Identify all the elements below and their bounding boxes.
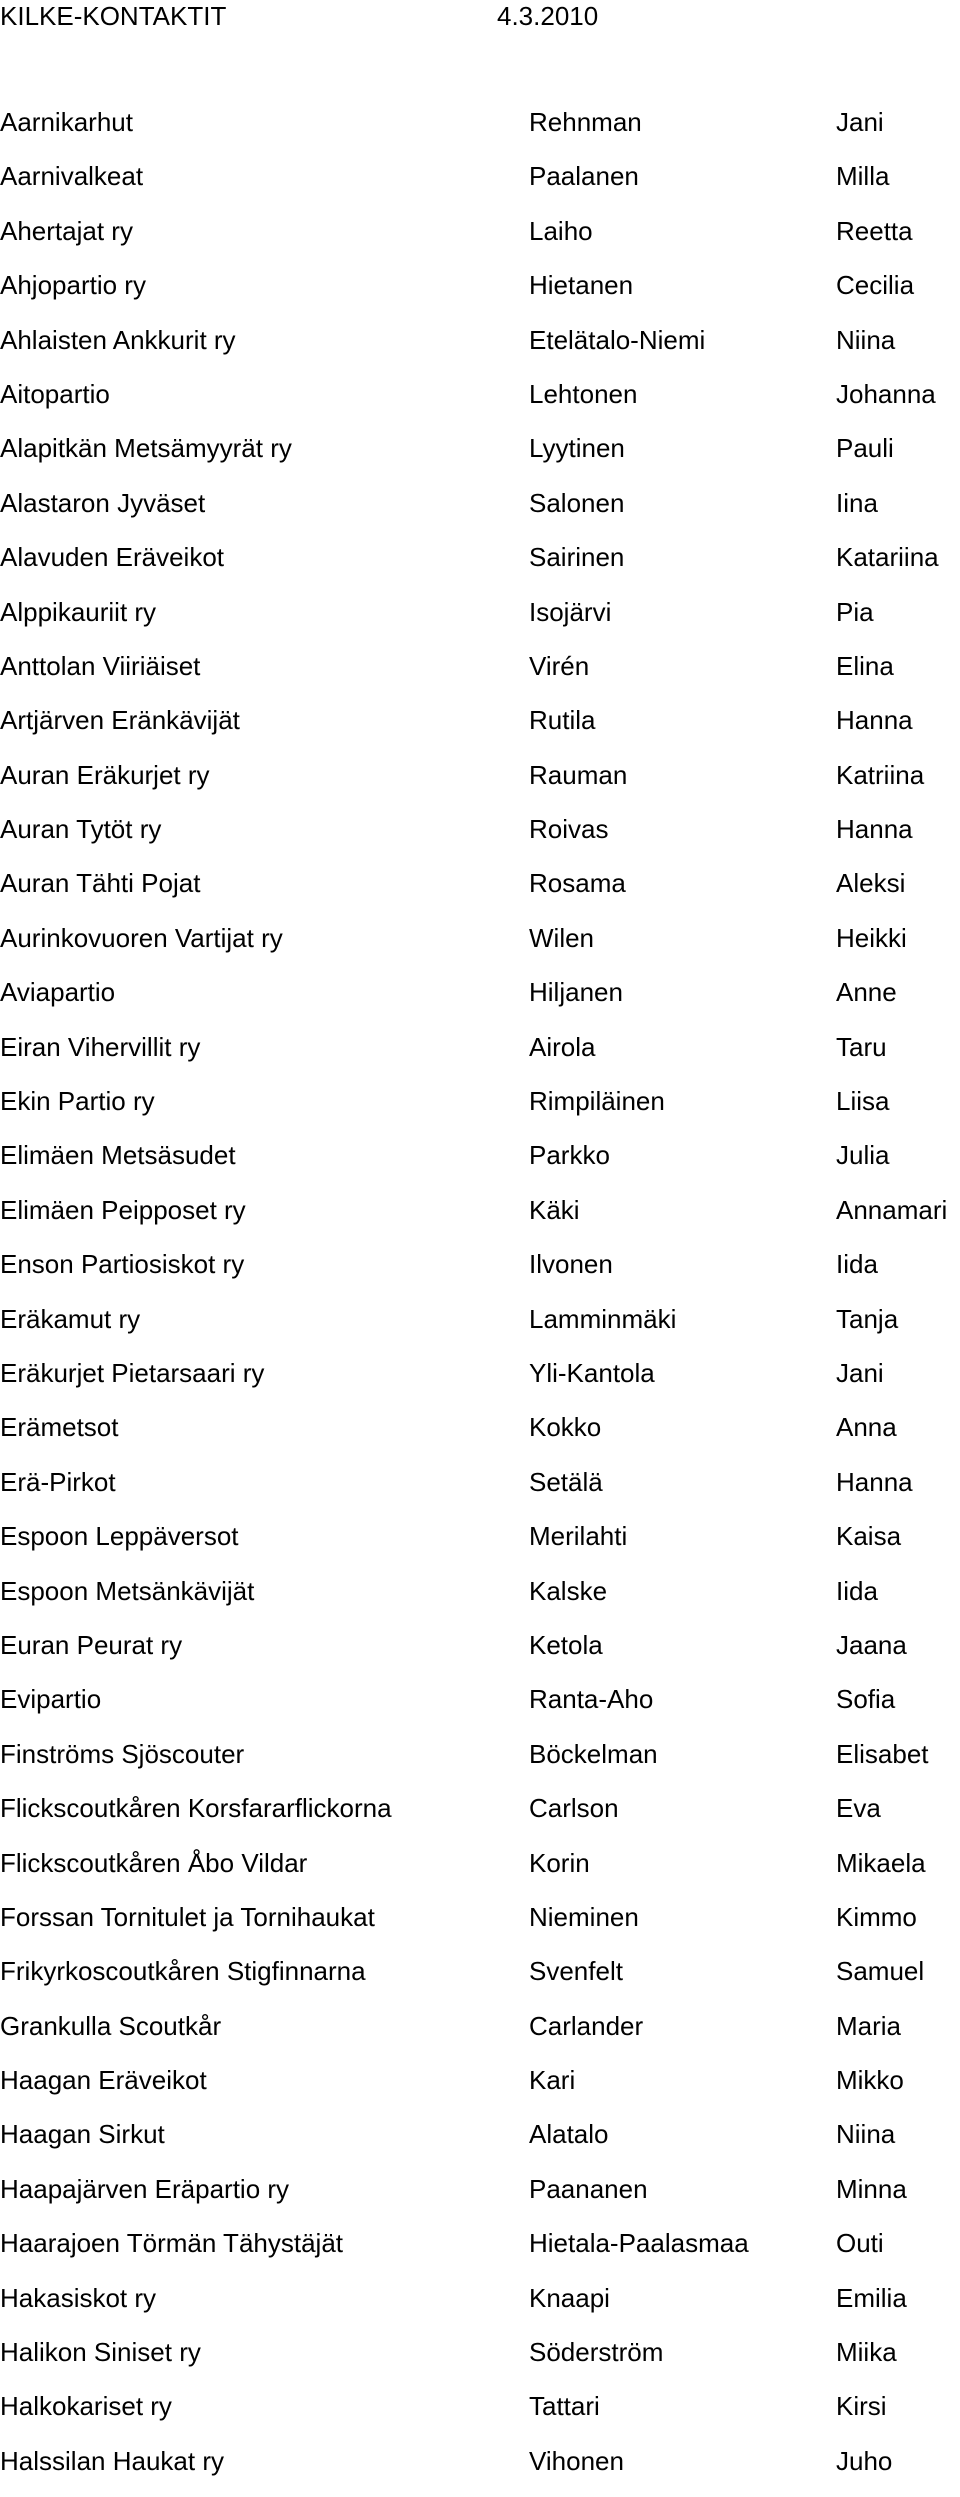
contact-last-name: Roivas [529, 814, 609, 845]
group-name: Ahjopartio ry [0, 270, 146, 301]
table-row [0, 2225, 960, 2279]
contact-first-name: Aleksi [836, 868, 906, 899]
contact-first-name: Annamari [836, 1194, 948, 1225]
contact-last-name: Ranta-Aho [529, 1684, 654, 1715]
group-name: Elimäen Peipposet ry [0, 1194, 246, 1225]
contact-last-name: Kalske [529, 1575, 608, 1606]
contact-first-name: Anne [836, 977, 897, 1008]
contact-last-name: Virén [529, 650, 590, 681]
group-name: Hakasiskot ry [0, 2282, 157, 2313]
contact-first-name: Johanna [836, 378, 936, 409]
table-row [0, 1137, 960, 1191]
table-row [0, 2388, 960, 2442]
contact-last-name: Rauman [529, 759, 628, 790]
table-row [0, 594, 960, 648]
table-row [0, 974, 960, 1028]
group-name: Halkokariset ry [0, 2391, 172, 2422]
group-name: Enson Partiosiskot ry [0, 1249, 245, 1280]
group-name: Haapajärven Eräpartio ry [0, 2173, 290, 2204]
contact-last-name: Rutila [529, 705, 596, 736]
table-row [0, 539, 960, 593]
group-name: Alppikauriit ry [0, 596, 157, 627]
table-row [0, 267, 960, 321]
contact-first-name: Jani [836, 107, 884, 137]
table-row [0, 1464, 960, 1518]
contact-first-name: Iida [836, 1249, 878, 1280]
page-title: KILKE-KONTAKTIT [0, 1, 227, 31]
table-row [0, 1083, 960, 1137]
table-row [0, 1845, 960, 1899]
group-name: Euran Peurat ry [0, 1629, 183, 1660]
contact-last-name: Vihonen [529, 2445, 624, 2476]
contact-last-name: Hietala-Paalasmaa [529, 2228, 749, 2259]
group-name: Halikon Siniset ry [0, 2337, 201, 2368]
contact-last-name: Nieminen [529, 1901, 639, 1932]
table-row [0, 2280, 960, 2334]
contact-last-name: Lyytinen [529, 433, 625, 464]
contact-last-name: Lehtonen [529, 378, 638, 409]
contact-first-name: Hanna [836, 1466, 913, 1497]
contact-first-name: Iida [836, 1575, 878, 1606]
contact-last-name: Svenfelt [529, 1956, 623, 1987]
contact-first-name: Kimmo [836, 1901, 917, 1932]
contact-last-name: Käki [529, 1194, 580, 1225]
table-row [0, 158, 960, 212]
contact-last-name: Ilvonen [529, 1249, 613, 1280]
contact-table [0, 104, 960, 2497]
contact-last-name: Isojärvi [529, 596, 612, 627]
contact-last-name: Kokko [529, 1412, 602, 1443]
table-row [0, 1246, 960, 1300]
group-name: Erä-Pirkot [0, 1466, 116, 1497]
table-row [0, 757, 960, 811]
table-row [0, 104, 960, 158]
contact-first-name: Cecilia [836, 270, 915, 301]
contact-first-name: Reetta [836, 215, 913, 246]
group-name: Artjärven Eränkävijät [0, 705, 240, 736]
group-name: Eräkamut ry [0, 1303, 141, 1334]
table-row [0, 648, 960, 702]
contact-last-name: Laiho [529, 215, 593, 246]
table-row [0, 1355, 960, 1409]
contact-first-name: Elisabet [836, 1738, 929, 1769]
contact-first-name: Juho [836, 2445, 893, 2476]
group-name: Ahertajat ry [0, 215, 133, 246]
contact-first-name: Katariina [836, 542, 939, 573]
contact-last-name: Hietanen [529, 270, 634, 301]
group-name: Aarnivalkeat [0, 161, 144, 192]
group-name: Frikyrkoscoutkåren Stigfinnarna [0, 1956, 366, 1987]
contact-last-name: Paalanen [529, 161, 639, 192]
table-row [0, 1681, 960, 1735]
group-name: Alapitkän Metsämyyrät ry [0, 433, 292, 464]
group-name: Aviapartio [0, 977, 116, 1008]
contact-first-name: Julia [836, 1140, 890, 1171]
table-row [0, 1953, 960, 2007]
group-name: Flickscoutkåren Åbo Vildar [0, 1847, 308, 1878]
contact-first-name: Iina [836, 487, 878, 518]
contact-first-name: Niina [836, 324, 896, 355]
table-row [0, 1301, 960, 1355]
table-row [0, 430, 960, 484]
contact-first-name: Kaisa [836, 1521, 902, 1552]
group-name: Auran Tähti Pojat [0, 868, 201, 899]
table-row [0, 2334, 960, 2388]
contact-last-name: Rimpiläinen [529, 1086, 665, 1117]
contact-last-name: Carlander [529, 2010, 644, 2041]
contact-last-name: Setälä [529, 1466, 603, 1497]
contact-last-name: Salonen [529, 487, 625, 518]
table-row [0, 1899, 960, 1953]
contact-last-name: Wilen [529, 922, 595, 953]
group-name: Auran Tytöt ry [0, 814, 162, 845]
group-name: Finströms Sjöscouter [0, 1738, 245, 1769]
contact-last-name: Yli-Kantola [529, 1357, 655, 1388]
group-name: Espoon Metsänkävijät [0, 1575, 255, 1606]
table-row [0, 1573, 960, 1627]
table-row [0, 865, 960, 919]
contact-first-name: Eva [836, 1793, 881, 1824]
group-name: Halssilan Haukat ry [0, 2445, 224, 2476]
contact-first-name: Jaana [836, 1629, 907, 1660]
table-row [0, 2008, 960, 2062]
contact-last-name: Korin [529, 1847, 590, 1878]
table-row [0, 1627, 960, 1681]
group-name: Alastaron Jyväset [0, 487, 206, 518]
table-row [0, 811, 960, 865]
contact-last-name: Sairinen [529, 542, 625, 573]
contact-last-name: Merilahti [529, 1521, 628, 1552]
group-name: Evipartio [0, 1684, 102, 1715]
group-name: Ahlaisten Ankkurit ry [0, 324, 236, 355]
contact-first-name: Minna [836, 2173, 907, 2204]
table-row [0, 2171, 960, 2225]
contact-first-name: Hanna [836, 814, 913, 845]
contact-first-name: Pia [836, 596, 874, 627]
group-name: Aurinkovuoren Vartijat ry [0, 922, 283, 953]
contact-first-name: Liisa [836, 1086, 890, 1117]
contact-first-name: Kirsi [836, 2391, 887, 2422]
table-row [0, 2443, 960, 2497]
table-row [0, 1736, 960, 1790]
group-name: Aitopartio [0, 378, 110, 409]
group-name: Erämetsot [0, 1412, 119, 1443]
contact-first-name: Hanna [836, 705, 913, 736]
table-row [0, 2062, 960, 2116]
group-name: Flickscoutkåren Korsfararflickorna [0, 1793, 392, 1824]
table-row [0, 702, 960, 756]
contact-last-name: Parkko [529, 1140, 610, 1171]
group-name: Aarnikarhut [0, 107, 133, 137]
contact-first-name: Niina [836, 2119, 896, 2150]
contact-last-name: Söderström [529, 2337, 664, 2368]
contact-last-name: Knaapi [529, 2282, 610, 2313]
contact-last-name: Ketola [529, 1629, 603, 1660]
group-name: Elimäen Metsäsudet [0, 1140, 236, 1171]
group-name: Grankulla Scoutkår [0, 2010, 222, 2041]
group-name: Anttolan Viiriäiset [0, 650, 201, 681]
group-name: Alavuden Eräveikot [0, 542, 225, 573]
table-row [0, 920, 960, 974]
table-row [0, 1518, 960, 1572]
contact-last-name: Kari [529, 2065, 576, 2096]
table-row [0, 485, 960, 539]
contact-first-name: Mikko [836, 2065, 904, 2096]
table-row [0, 322, 960, 376]
contact-last-name: Böckelman [529, 1738, 658, 1769]
table-row [0, 2116, 960, 2170]
contact-first-name: Katriina [836, 759, 925, 790]
contact-first-name: Emilia [836, 2282, 907, 2313]
page-header [0, 0, 960, 36]
contact-last-name: Carlson [529, 1793, 619, 1824]
contact-last-name: Hiljanen [529, 977, 623, 1008]
contact-last-name: Paananen [529, 2173, 648, 2204]
contact-first-name: Milla [836, 161, 890, 192]
group-name: Haagan Sirkut [0, 2119, 165, 2150]
contact-first-name: Miika [836, 2337, 897, 2368]
contact-first-name: Outi [836, 2228, 884, 2259]
table-row [0, 1029, 960, 1083]
table-row [0, 1409, 960, 1463]
contact-last-name: Lamminmäki [529, 1303, 677, 1334]
contact-last-name: Rehnman [529, 107, 642, 137]
contact-first-name: Taru [836, 1031, 887, 1062]
contact-first-name: Maria [836, 2010, 902, 2041]
contact-last-name: Rosama [529, 868, 626, 899]
table-row [0, 1192, 960, 1246]
group-name: Haagan Eräveikot [0, 2065, 207, 2096]
group-name: Haarajoen Törmän Tähystäjät [0, 2228, 344, 2259]
group-name: Espoon Leppäversot [0, 1521, 239, 1552]
group-name: Auran Eräkurjet ry [0, 759, 210, 790]
table-row [0, 376, 960, 430]
contact-first-name: Heikki [836, 922, 907, 953]
group-name: Eiran Vihervillit ry [0, 1031, 201, 1062]
contact-first-name: Pauli [836, 433, 894, 464]
contact-last-name: Etelätalo-Niemi [529, 324, 706, 355]
table-row [0, 1790, 960, 1844]
group-name: Ekin Partio ry [0, 1086, 155, 1117]
contact-first-name: Anna [836, 1412, 897, 1443]
contact-first-name: Mikaela [836, 1847, 926, 1878]
contact-last-name: Alatalo [529, 2119, 609, 2150]
contact-last-name: Tattari [529, 2391, 600, 2422]
contact-first-name: Sofia [836, 1684, 896, 1715]
contact-first-name: Jani [836, 1357, 884, 1388]
group-name: Forssan Tornitulet ja Tornihaukat [0, 1901, 375, 1932]
contact-last-name: Airola [529, 1031, 596, 1062]
group-name: Eräkurjet Pietarsaari ry [0, 1357, 265, 1388]
contact-first-name: Elina [836, 650, 894, 681]
table-row [0, 213, 960, 267]
contact-first-name: Samuel [836, 1956, 925, 1987]
contact-first-name: Tanja [836, 1303, 899, 1334]
page-date: 4.3.2010 [497, 1, 599, 31]
